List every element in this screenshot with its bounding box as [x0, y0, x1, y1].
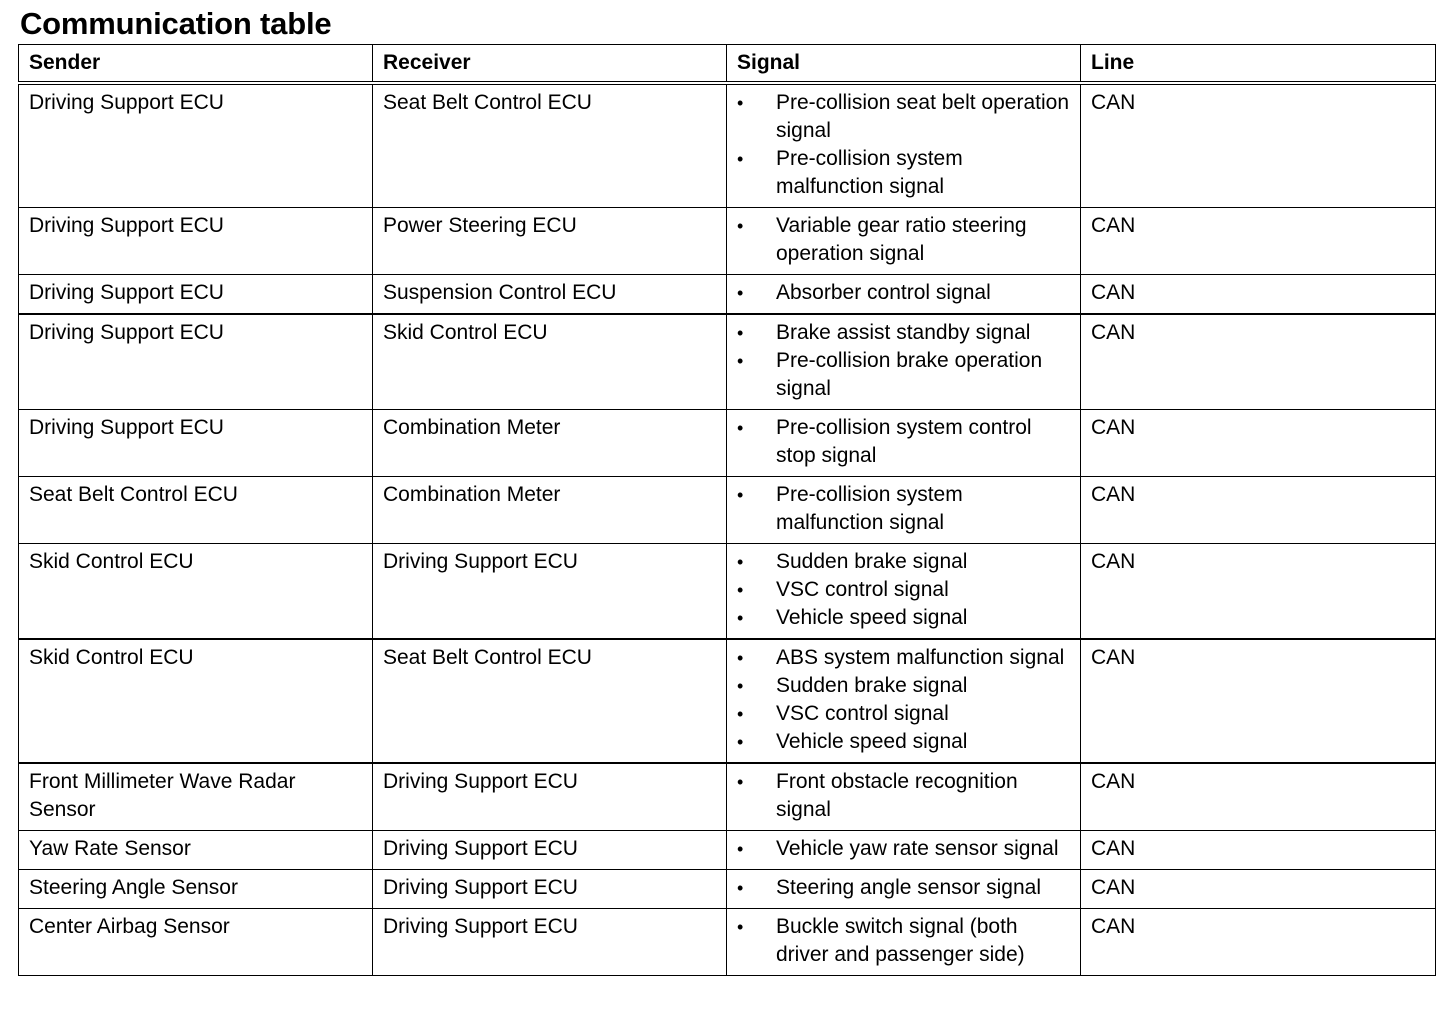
line-cell: CAN: [1081, 763, 1436, 831]
signal-list: [737, 279, 1070, 307]
receiver-cell: Skid Control ECU: [373, 314, 727, 410]
signal-list: [737, 414, 1070, 470]
line-cell: CAN: [1081, 477, 1436, 544]
signal-item: • Brake assist standby signal: [737, 319, 1070, 347]
signal-item: • Vehicle yaw rate sensor signal: [737, 835, 1070, 863]
signal-item: • Front obstacle recognition signal: [737, 768, 1070, 824]
sender-cell: Front Millimeter Wave Radar Sensor: [19, 763, 373, 831]
receiver-cell: Driving Support ECU: [373, 544, 727, 640]
signal-cell: [727, 83, 1081, 208]
signal-item: • Absorber control signal: [737, 279, 1070, 307]
header-receiver: Receiver: [373, 45, 727, 84]
signal-item: • Sudden brake signal: [737, 548, 1070, 576]
table-row: [19, 639, 1436, 763]
sender-cell: Center Airbag Sensor: [19, 909, 373, 976]
signal-cell: [727, 208, 1081, 275]
table-row: [19, 831, 1436, 870]
receiver-cell: Combination Meter: [373, 410, 727, 477]
signal-item: • VSC control signal: [737, 576, 1070, 604]
receiver-cell: Suspension Control ECU: [373, 275, 727, 315]
table-row: [19, 544, 1436, 640]
line-cell: CAN: [1081, 544, 1436, 640]
signal-cell: [727, 275, 1081, 315]
table-row: [19, 208, 1436, 275]
signal-cell: [727, 831, 1081, 870]
signal-item: • Pre-collision system malfunction signal: [737, 145, 1070, 201]
table-row: [19, 763, 1436, 831]
sender-cell: Driving Support ECU: [19, 275, 373, 315]
line-cell: CAN: [1081, 314, 1436, 410]
signal-cell: [727, 909, 1081, 976]
signal-cell: [727, 763, 1081, 831]
signal-item: • Buckle switch signal (both driver and passenger side): [737, 913, 1070, 969]
communication-table: [18, 44, 1436, 976]
table-row: [19, 477, 1436, 544]
receiver-cell: Driving Support ECU: [373, 831, 727, 870]
signal-list: [737, 913, 1070, 969]
signal-item: • Variable gear ratio steering operation signal: [737, 212, 1070, 268]
signal-item: • Vehicle speed signal: [737, 728, 1070, 756]
receiver-cell: Driving Support ECU: [373, 763, 727, 831]
signal-item: • Pre-collision seat belt operation signal: [737, 89, 1070, 145]
signal-list: [737, 548, 1070, 632]
receiver-cell: Seat Belt Control ECU: [373, 83, 727, 208]
sender-cell: Steering Angle Sensor: [19, 870, 373, 909]
line-cell: CAN: [1081, 208, 1436, 275]
line-cell: CAN: [1081, 410, 1436, 477]
signal-cell: [727, 639, 1081, 763]
sender-cell: Skid Control ECU: [19, 544, 373, 640]
signal-list: [737, 212, 1070, 268]
table-row: [19, 909, 1436, 976]
page-title: Communication table: [20, 6, 332, 41]
sender-cell: Driving Support ECU: [19, 314, 373, 410]
receiver-cell: Seat Belt Control ECU: [373, 639, 727, 763]
sender-cell: Seat Belt Control ECU: [19, 477, 373, 544]
table-row: [19, 870, 1436, 909]
header-signal: Signal: [727, 45, 1081, 84]
receiver-cell: Driving Support ECU: [373, 909, 727, 976]
signal-list: [737, 874, 1070, 902]
sender-cell: Yaw Rate Sensor: [19, 831, 373, 870]
receiver-cell: Combination Meter: [373, 477, 727, 544]
signal-list: [737, 89, 1070, 201]
signal-cell: [727, 477, 1081, 544]
line-cell: CAN: [1081, 909, 1436, 976]
signal-item: • Steering angle sensor signal: [737, 874, 1070, 902]
table-row: [19, 275, 1436, 315]
signal-item: • Pre-collision system control stop signal: [737, 414, 1070, 470]
signal-list: [737, 768, 1070, 824]
sender-cell: Driving Support ECU: [19, 410, 373, 477]
receiver-cell: Driving Support ECU: [373, 870, 727, 909]
table-row: [19, 410, 1436, 477]
signal-item: • Pre-collision system malfunction signal: [737, 481, 1070, 537]
table-body: [19, 83, 1436, 976]
table-row: [19, 314, 1436, 410]
header-sender: Sender: [19, 45, 373, 84]
signal-list: [737, 481, 1070, 537]
signal-list: [737, 835, 1070, 863]
table-row: [19, 83, 1436, 208]
line-cell: CAN: [1081, 870, 1436, 909]
signal-cell: [727, 870, 1081, 909]
signal-item: • Pre-collision brake operation signal: [737, 347, 1070, 403]
line-cell: CAN: [1081, 639, 1436, 763]
sender-cell: Driving Support ECU: [19, 83, 373, 208]
signal-cell: [727, 544, 1081, 640]
line-cell: CAN: [1081, 831, 1436, 870]
signal-list: [737, 644, 1070, 756]
line-cell: CAN: [1081, 83, 1436, 208]
signal-item: • Sudden brake signal: [737, 672, 1070, 700]
signal-item: • Vehicle speed signal: [737, 604, 1070, 632]
signal-list: [737, 319, 1070, 403]
sender-cell: Driving Support ECU: [19, 208, 373, 275]
signal-item: • ABS system malfunction signal: [737, 644, 1070, 672]
signal-cell: [727, 410, 1081, 477]
signal-cell: [727, 314, 1081, 410]
table-header-row: [19, 45, 1436, 84]
receiver-cell: Power Steering ECU: [373, 208, 727, 275]
sender-cell: Skid Control ECU: [19, 639, 373, 763]
line-cell: CAN: [1081, 275, 1436, 315]
signal-item: • VSC control signal: [737, 700, 1070, 728]
header-line: Line: [1081, 45, 1436, 84]
